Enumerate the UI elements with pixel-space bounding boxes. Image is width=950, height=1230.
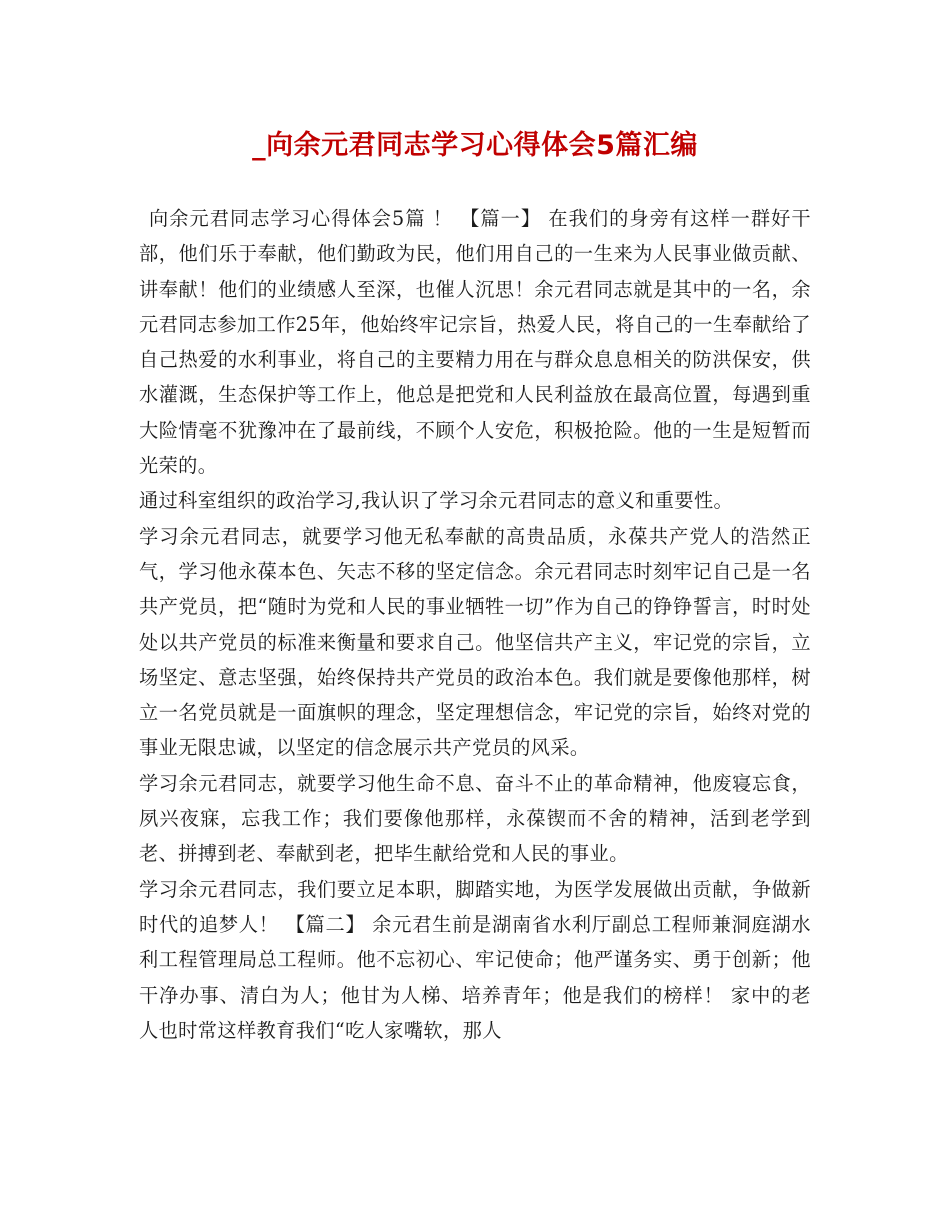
paragraph-1: 向余元君同志学习心得体会5篇 ！ 【篇一】 在我们的身旁有这样一群好干部，他们乐于奉献，他们勤政为民，他们用自己的一生来为人民事业做贡献、讲奉献！他们的业绩感人至深，也催人沉思！余元君同志就是其中的一名，余元君同志参加工作25年，他始终牢记宗旨，热爱人民，将自己的一生奉献给了自己热爱的水利事业，将自己的主要精力用在与群众息息相关的防洪保安，供水灌溉，生态保护等工作上，他总是把党和人民利益放在最高位置，每遇到重大险情毫不犹豫冲在了最前线，不顾个人安危，积极抢险。他的一生是短暂而光荣的。 <box>139 207 811 478</box>
paragraph-2: 通过科室组织的政治学习,我认识了学习余元君同志的意义和重要性。 <box>139 489 734 513</box>
paragraph-4: 学习余元君同志，就要学习他生命不息、奋斗不止的革命精神，他废寝忘食，夙兴夜寐，忘我工作；我们要像他那样，永葆锲而不舍的精神，活到老学到老、拼搏到老、奉献到老，把毕生献给党和人民的事业。 <box>139 771 811 866</box>
paragraph-3: 学习余元君同志，就要学习他无私奉献的高贵品质，永葆共产党人的浩然正气，学习他永葆本色、矢志不移的坚定信念。余元君同志时刻牢记自己是一名共产党员，把“随时为党和人民的事业牺牲一切”作为自己的铮铮誓言，时时处处以共产党员的标准来衡量和要求自己。他坚信共产主义，牢记党的宗旨，立场坚定、意志坚强，始终保持共产党员的政治本色。我们就是要像他那样，树立一名党员就是一面旗帜的理念，坚定理想信念，牢记党的宗旨，始终对党的事业无限忠诚，以坚定的信念展示共产党员的风采。 <box>139 524 811 760</box>
document-title: _向余元君同志学习心得体会5篇汇编 <box>252 130 698 161</box>
paragraph-5: 学习余元君同志，我们要立足本职，脚踏实地，为医学发展做出贡献，争做新时代的追梦人！ 【篇二】 余元君生前是湖南省水利厅副总工程师兼洞庭湖水利工程管理局总工程师。他不忘初心、牢记使命；他严谨务实、勇于创新；他干净办事、清白为人；他甘为人梯、培养青年；他是我们的榜样！ 家中的老人也时常这样教育我们“吃人家嘴软，那人 <box>139 877 811 1042</box>
document-body <box>139 201 811 1048</box>
